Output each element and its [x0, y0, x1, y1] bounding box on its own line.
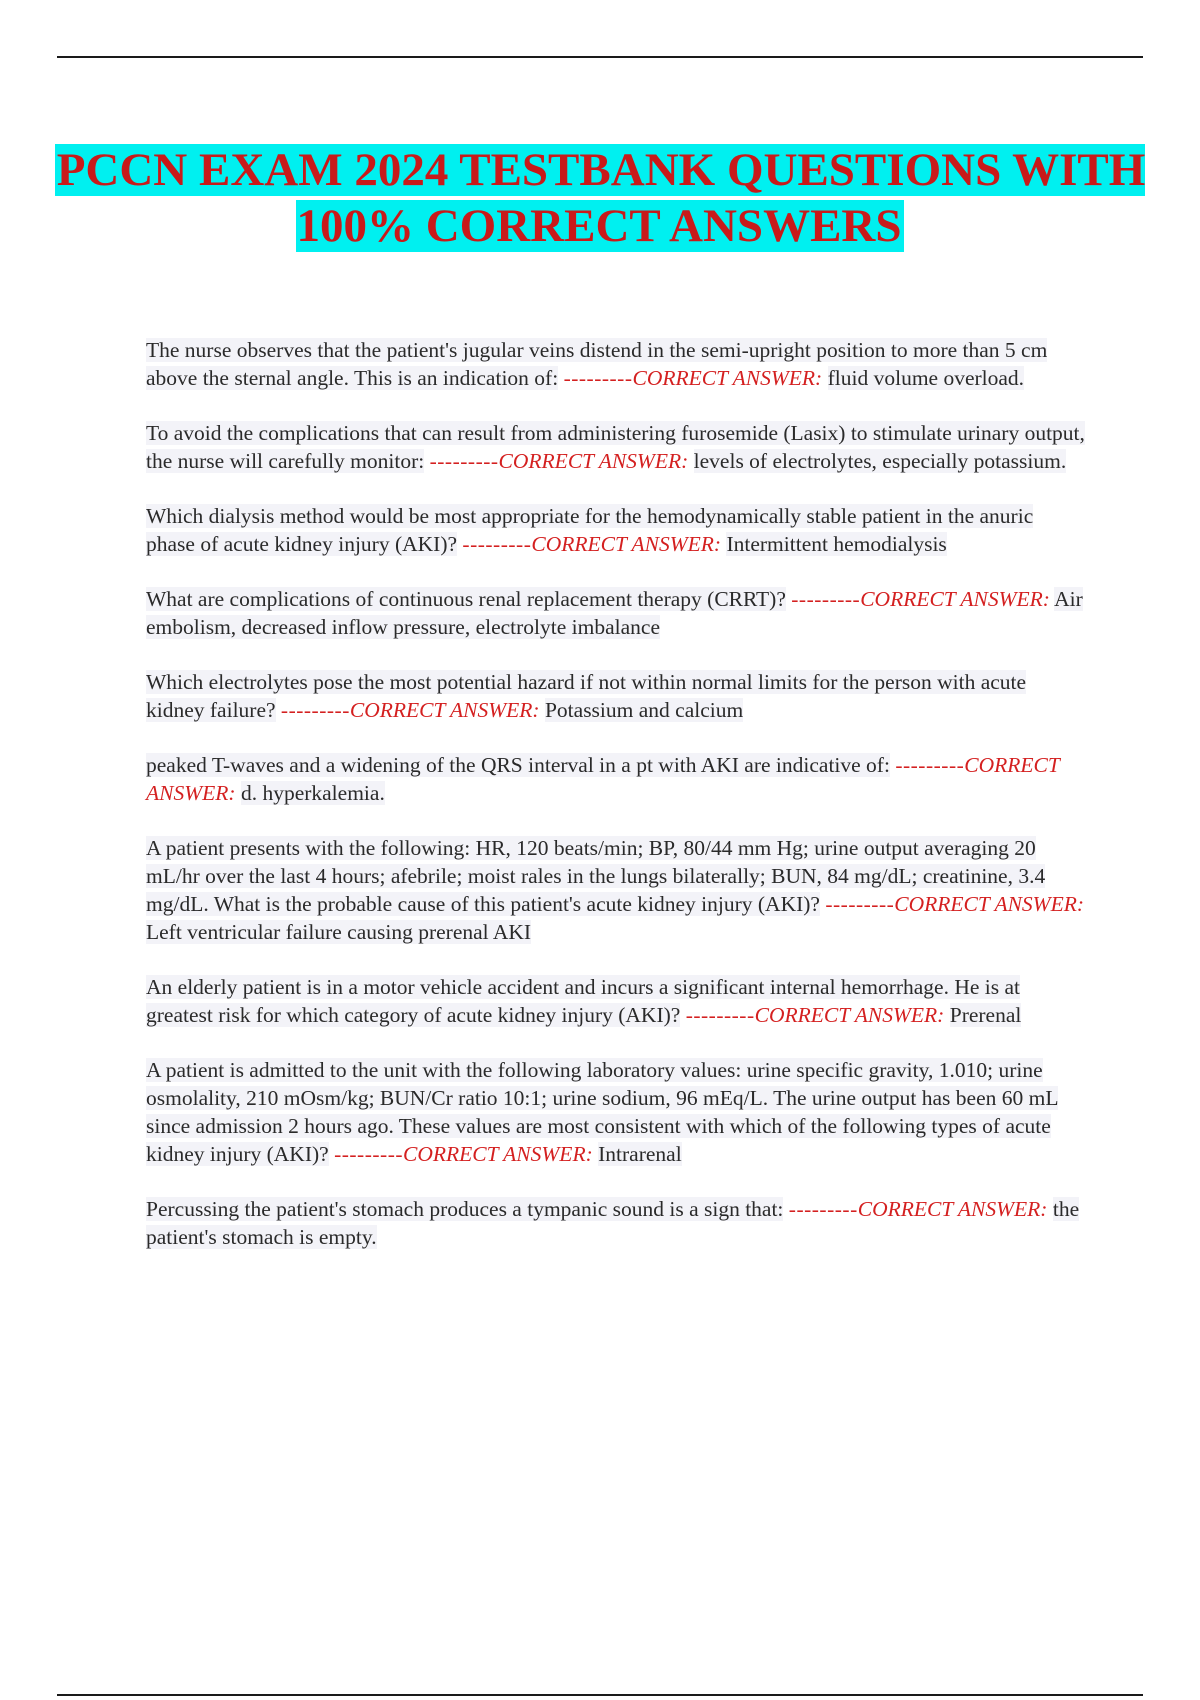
correct-answer-label: CORRECT ANSWER: [632, 366, 823, 390]
qa-item [146, 973, 1086, 1029]
answer-separator: --------- [563, 366, 633, 390]
answer-text: Air embolism, decreased inflow pressure, electrolyte imbalance [146, 587, 1083, 639]
question-text: What are complications of continuous renal replacement therapy (CRRT)? [146, 587, 786, 611]
question-text: Which electrolytes pose the most potential hazard if not within normal limits for the person with acute kidney failure? [146, 670, 1027, 722]
correct-answer-label: CORRECT ANSWER: [146, 753, 1060, 805]
answer-separator: --------- [280, 698, 350, 722]
answer-separator: --------- [334, 1142, 404, 1166]
correct-answer-label: CORRECT ANSWER: [754, 1003, 945, 1027]
answer-text: the patient's stomach is empty. [146, 1197, 1080, 1249]
qa-item [146, 336, 1086, 392]
question-text: The nurse observes that the patient's jugular veins distend in the semi-upright position to more than 5 cm above the sternal angle. This is an indication of: [146, 338, 1048, 390]
answer-separator: --------- [895, 753, 965, 777]
top-rule [57, 56, 1143, 58]
correct-answer-label: CORRECT ANSWER: [403, 1142, 593, 1166]
correct-answer-label: CORRECT ANSWER: [498, 449, 689, 473]
answer-separator: --------- [429, 449, 499, 473]
correct-answer-label: CORRECT ANSWER: [349, 698, 540, 722]
qa-list [146, 336, 1086, 1278]
question-text: A patient is admitted to the unit with the following laboratory values: urine specific gravity, 1.010; urine osmolality, 210 mOsm/kg; BUN/Cr ratio 10:1; urine sodium, 96 mEq/L. The urine output has been 60 mL since admission 2 hours ago. These values are most consistent with which of the following types of acute kidney injury (AKI)? [146, 1058, 1059, 1166]
answer-separator: --------- [788, 1197, 858, 1221]
qa-item [146, 834, 1086, 946]
answer-text: Prerenal [949, 1003, 1022, 1027]
answer-separator: --------- [462, 532, 532, 556]
answer-text: Intrarenal [598, 1142, 682, 1166]
qa-item [146, 668, 1086, 724]
correct-answer-label: CORRECT ANSWER: [894, 892, 1085, 916]
question-text: peaked T-waves and a widening of the QRS interval in a pt with AKI are indicative of: [146, 753, 890, 777]
qa-item [146, 1056, 1086, 1168]
correct-answer-label: CORRECT ANSWER: [860, 587, 1050, 611]
question-text: An elderly patient is in a motor vehicle accident and incurs a significant internal hemorrhage. He is at greatest risk for which category of acute kidney injury (AKI)? [146, 975, 1021, 1027]
qa-item [146, 419, 1086, 475]
answer-separator: --------- [825, 892, 895, 916]
answer-text: Intermittent hemodialysis [726, 532, 947, 556]
answer-text: Potassium and calcium [544, 698, 744, 722]
question-text: Which dialysis method would be most appropriate for the hemodynamically stable patient in the anuric phase of acute kidney injury (AKI)? [146, 504, 1034, 556]
question-text: To avoid the complications that can result from administering furosemide (Lasix) to stimulate urinary output, the nurse will carefully monitor: [146, 421, 1085, 473]
answer-text: Left ventricular failure causing prerenal AKI [146, 920, 532, 944]
answer-text: d. hyperkalemia. [240, 781, 385, 805]
question-text: Percussing the patient's stomach produces a tympanic sound is a sign that: [146, 1197, 784, 1221]
question-text: A patient presents with the following: HR, 120 beats/min; BP, 80/44 mm Hg; urine output averaging 20 mL/hr over the last 4 hours; afebrile; moist rales in the lungs bilaterally; BUN, 84 mg/dL; creatinine, 3.4 mg/dL. What is the probable cause of this patient's acute kidney injury (AKI)? [146, 836, 1046, 916]
document-title [0, 142, 1200, 254]
qa-item [146, 502, 1086, 558]
answer-text: fluid volume overload. [827, 366, 1025, 390]
bottom-rule [57, 1694, 1143, 1696]
correct-answer-label: CORRECT ANSWER: [857, 1197, 1048, 1221]
title-highlight: PCCN EXAM 2024 TESTBANK QUESTIONS WITH 100% CORRECT ANSWERS [56, 144, 1146, 252]
qa-item [146, 1195, 1086, 1251]
qa-item [146, 585, 1086, 641]
answer-text: levels of electrolytes, especially potassium. [693, 449, 1067, 473]
answer-separator: --------- [685, 1003, 755, 1027]
answer-separator: --------- [791, 587, 861, 611]
qa-item [146, 751, 1086, 807]
correct-answer-label: CORRECT ANSWER: [531, 532, 722, 556]
